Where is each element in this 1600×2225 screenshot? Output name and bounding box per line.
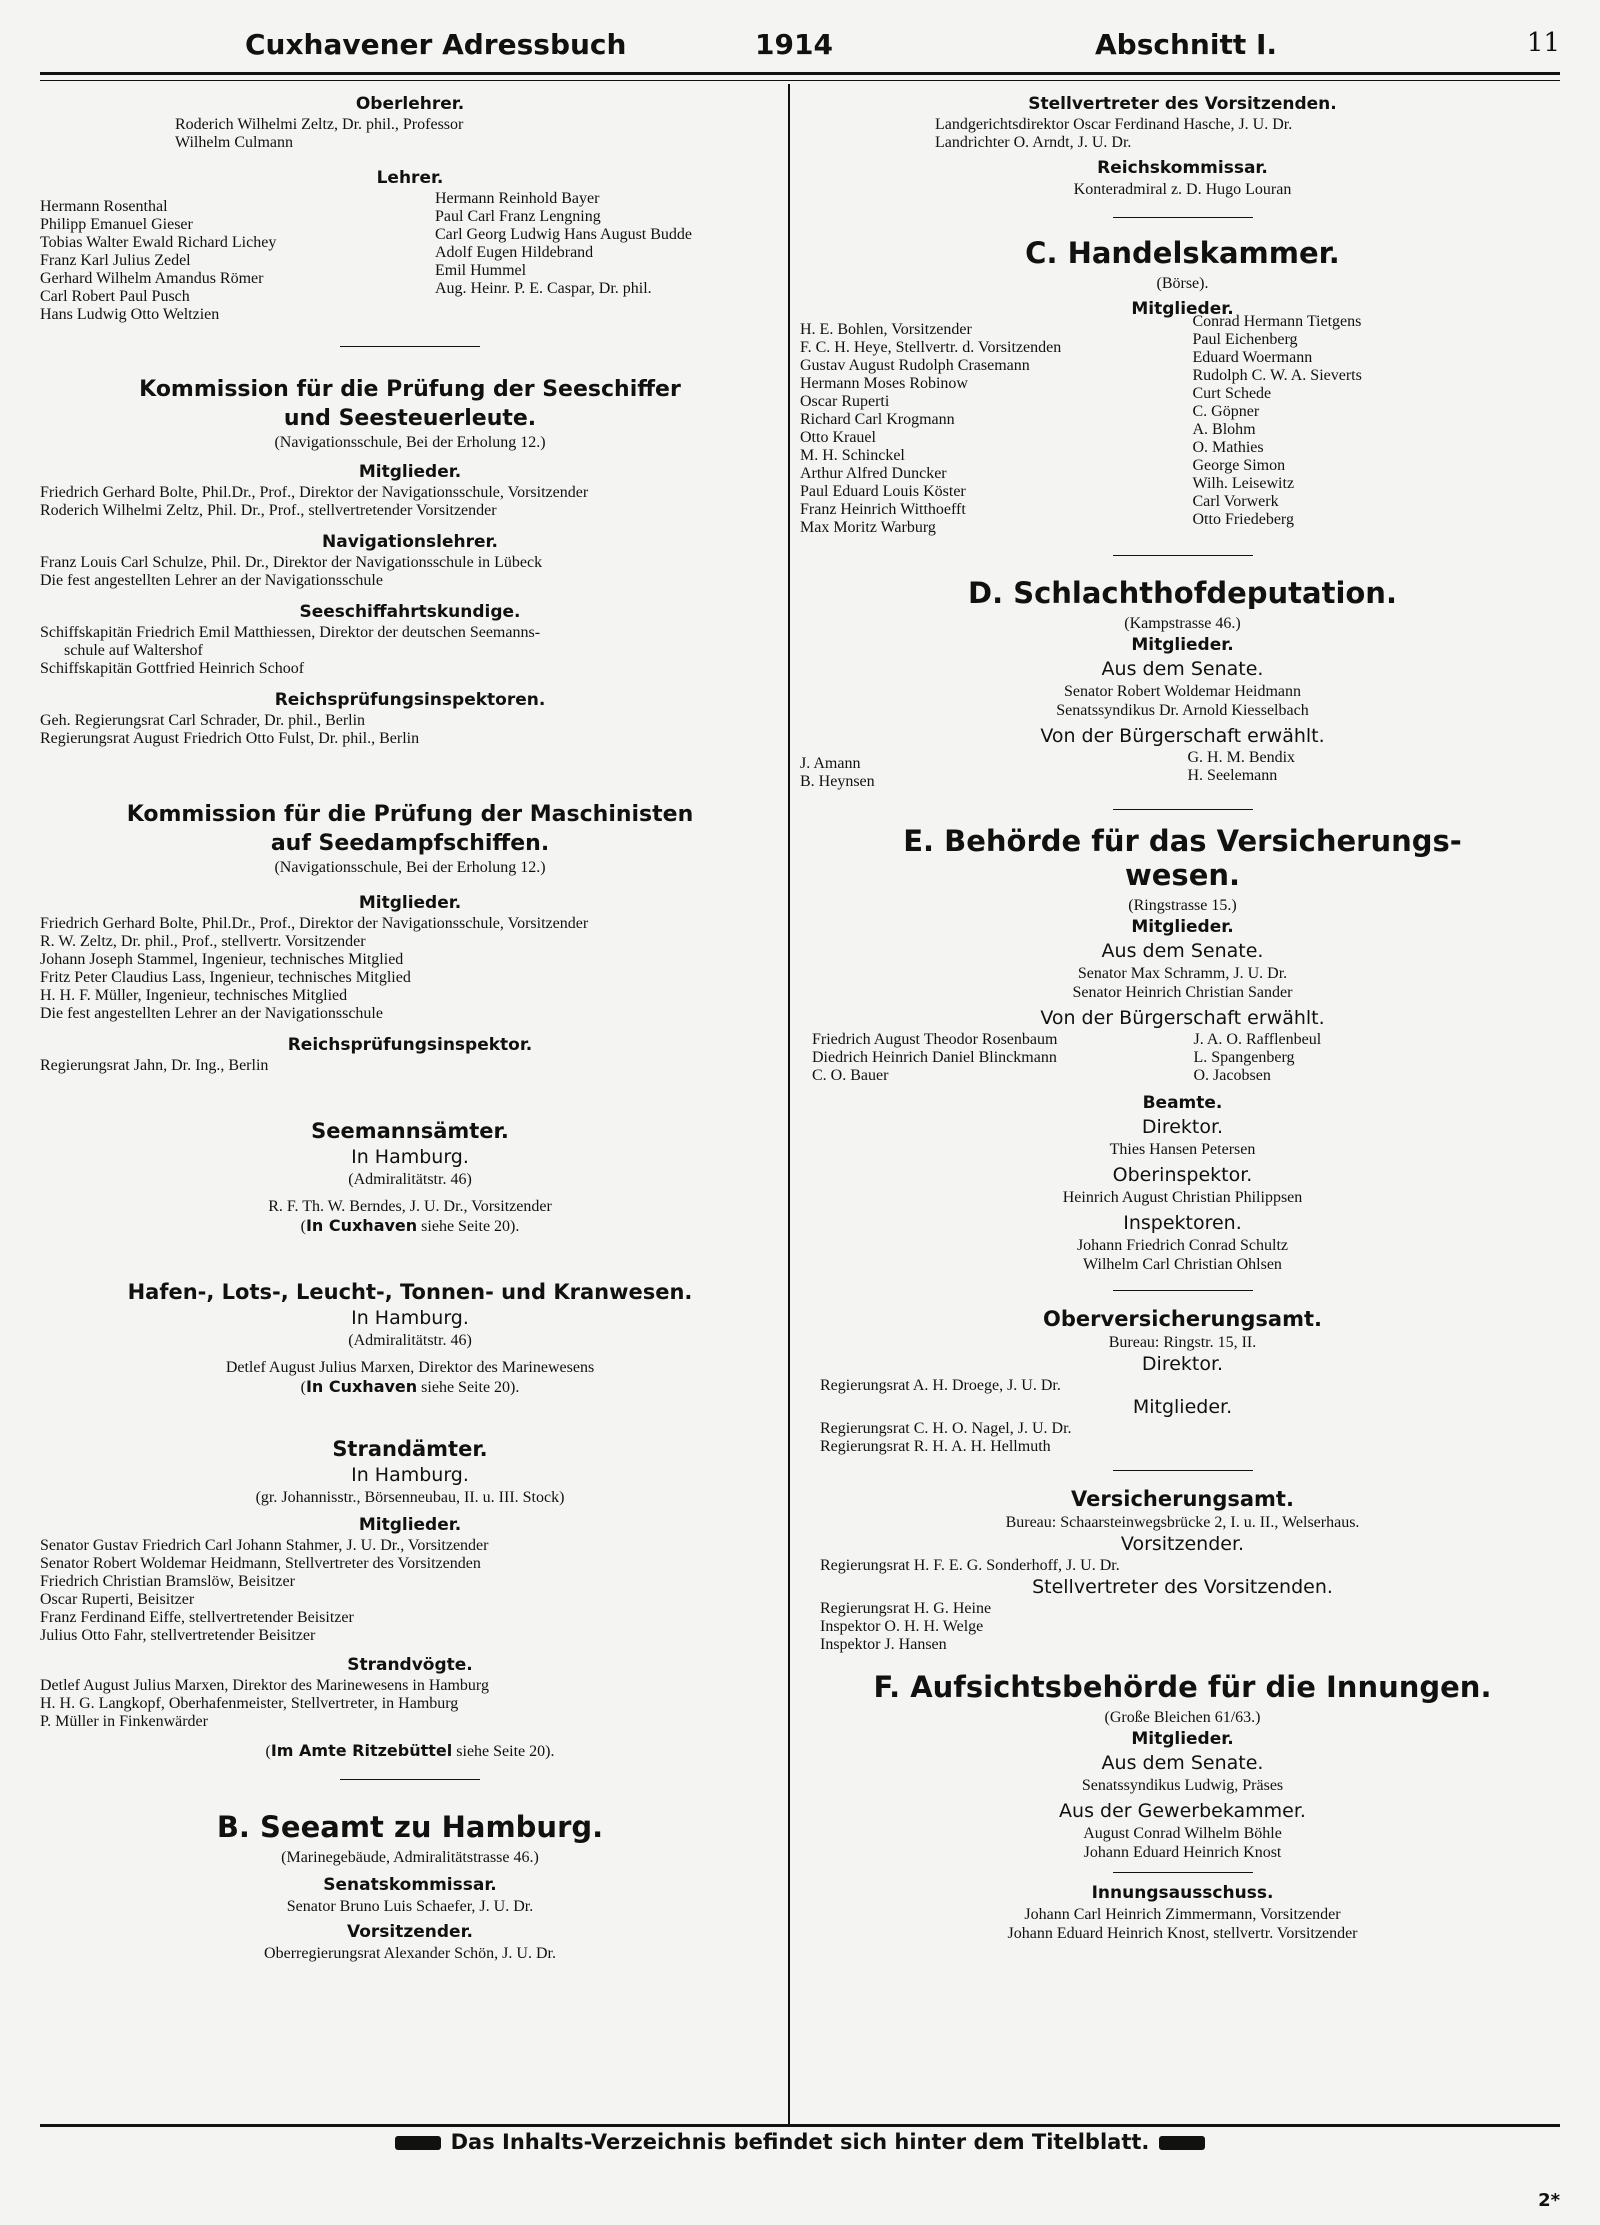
list-item: J. A. O. Rafflenbeul <box>1193 1031 1322 1048</box>
heading-direktor: Direktor. <box>1141 1116 1224 1138</box>
heading-mitglieder: Mitglieder. <box>1131 1729 1234 1749</box>
year: 1914 <box>755 28 833 61</box>
list-item: Oscar Ruperti, Beisitzer <box>40 1591 195 1608</box>
list-item: Oberregierungsrat Alexander Schön, J. U. Dr. <box>264 1945 556 1962</box>
city: In Hamburg. <box>351 1146 469 1168</box>
heading-schlachthof: D. Schlachthofdeputation. <box>968 576 1397 610</box>
heading-reichskommissar: Reichskommissar. <box>1097 158 1268 178</box>
book-title: Cuxhavener Adressbuch <box>245 28 627 61</box>
list-item: Arthur Alfred Duncker <box>800 465 947 482</box>
list-item: Hermann Rosenthal <box>40 198 168 215</box>
separator <box>340 1779 480 1780</box>
list-item: Paul Eichenberg <box>1192 331 1298 348</box>
handelskammer-list <box>800 313 1565 537</box>
heading-mitglieder: Mitglieder. <box>1132 1396 1233 1418</box>
list-item: Otto Friedeberg <box>1192 511 1294 528</box>
heading-navigationslehrer: Navigationslehrer. <box>322 532 498 552</box>
list-item: Landgerichtsdirektor Oscar Ferdinand Hasche, J. U. Dr. <box>935 116 1293 133</box>
list-item: August Conrad Wilhelm Böhle <box>1083 1825 1282 1842</box>
list-item: Geh. Regierungsrat Carl Schrader, Dr. phil., Berlin <box>40 712 366 729</box>
left-column <box>40 92 780 1963</box>
address: (Admiralitätstr. 46) <box>348 1332 472 1349</box>
heading-versicherungsamt: Versicherungsamt. <box>1071 1487 1294 1511</box>
heading-reichspruefung: Reichsprüfungsinspektor. <box>287 1035 533 1055</box>
list-item: Senator Robert Woldemar Heidmann, Stellvertreter des Vorsitzenden <box>40 1555 481 1572</box>
list-item: Richard Carl Krogmann <box>800 411 955 428</box>
list-item: Carl Georg Ludwig Hans August Budde <box>435 226 693 243</box>
list-item: R. W. Zeltz, Dr. phil., Prof., stellvertr. Vorsitzender <box>40 933 366 950</box>
bureau: Bureau: Ringstr. 15, II. <box>1108 1334 1257 1351</box>
list-item: Emil Hummel <box>435 262 527 279</box>
list-item: Senator Heinrich Christian Sander <box>1072 984 1293 1001</box>
cross-reference: (In Cuxhaven siehe Seite 20). <box>300 1377 520 1396</box>
list-item: H. H. F. Müller, Ingenieur, technisches Mitglied <box>40 987 348 1004</box>
list-item: F. C. H. Heye, Stellvertr. d. Vorsitzenden <box>800 339 1062 356</box>
list-item: B. Heynsen <box>800 773 875 790</box>
list-item: Die fest angestellten Lehrer an der Navigationsschule <box>40 572 383 589</box>
list-item: Hermann Moses Robinow <box>800 375 968 392</box>
list-item: Regierungsrat C. H. O. Nagel, J. U. Dr. <box>820 1420 1072 1437</box>
list-item: Friedrich Gerhard Bolte, Phil.Dr., Prof., Direktor der Navigationsschule, Vorsitzender <box>40 484 589 501</box>
list-item: Konteradmiral z. D. Hugo Louran <box>1073 181 1292 198</box>
heading-stellvertreter: Stellvertreter des Vorsitzenden. <box>1028 94 1337 114</box>
heading-reichspruefung: Reichsprüfungsinspektoren. <box>274 690 546 710</box>
heading-mitglieder: Mitglieder. <box>358 893 462 913</box>
list-item: Detlef August Julius Marxen, Direktor des Marinewesens <box>225 1359 595 1376</box>
heading-direktor: Direktor. <box>1141 1353 1224 1375</box>
address: (Marinegebäude, Admiralitätstrasse 46.) <box>281 1849 539 1866</box>
heading-mitglieder: Mitglieder. <box>358 1515 462 1535</box>
list-item: Senator Bruno Luis Schaefer, J. U. Dr. <box>286 1898 534 1915</box>
list-item: Die fest angestellten Lehrer an der Navigationsschule <box>40 1005 383 1022</box>
heading-aufsichtsbehoerde: F. Aufsichtsbehörde für die Innungen. <box>873 1670 1492 1704</box>
list-item: Senator Robert Woldemar Heidmann <box>1063 683 1302 700</box>
heading-strandvoegte: Strandvögte. <box>347 1655 473 1675</box>
list-item: Landrichter O. Arndt, J. U. Dr. <box>935 134 1132 151</box>
list-item: Heinrich August Christian Philippsen <box>1062 1189 1303 1206</box>
section-label: Abschnitt I. <box>1095 28 1278 61</box>
pointing-hand-icon <box>1159 2136 1205 2150</box>
pointing-hand-icon <box>395 2136 441 2150</box>
heading-oberversicherungsamt: Oberversicherungsamt. <box>1043 1307 1322 1331</box>
heading-buergerschaft: Von der Bürgerschaft erwählt. <box>1040 1007 1325 1029</box>
komm1-address: (Navigationsschule, Bei der Erholung 12.) <box>274 434 546 451</box>
separator <box>1113 1290 1253 1291</box>
heading-mitglieder: Mitglieder. <box>1131 635 1234 655</box>
separator <box>1113 1872 1253 1873</box>
list-item: Paul Carl Franz Lengning <box>435 208 601 225</box>
heading-innungsausschuss: Innungsausschuss. <box>1091 1883 1274 1903</box>
list-item: H. E. Bohlen, Vorsitzender <box>800 321 972 338</box>
heading-mitglieder: Mitglieder. <box>1131 299 1234 319</box>
heading-oberlehrer: Oberlehrer. <box>355 94 465 114</box>
address: (Kampstrasse 46.) <box>1124 615 1241 632</box>
list-item: P. Müller in Finkenwärder <box>40 1713 208 1730</box>
oberlehrer-list <box>40 116 780 152</box>
address: (gr. Johannisstr., Börsenneubau, II. u. III. Stock) <box>255 1489 565 1506</box>
heading-gewerbekammer: Aus der Gewerbekammer. <box>1059 1800 1306 1822</box>
list-item: Senator Max Schramm, J. U. Dr. <box>1077 965 1288 982</box>
separator <box>1113 809 1253 810</box>
heading-vorsitzender: Vorsitzender. <box>1120 1533 1245 1555</box>
list-item: Johann Eduard Heinrich Knost <box>1083 1844 1282 1861</box>
footer-note: Das Inhalts-Verzeichnis befindet sich hinter dem Titelblatt. <box>40 2130 1560 2154</box>
city: In Hamburg. <box>351 1464 469 1486</box>
heading-inspektoren: Inspektoren. <box>1123 1212 1242 1234</box>
heading-aus-dem-senate: Aus dem Senate. <box>1101 658 1264 680</box>
komm2-address: (Navigationsschule, Bei der Erholung 12.) <box>274 859 546 876</box>
heading-oberinspektor: Oberinspektor. <box>1112 1164 1253 1186</box>
list-item: Detlef August Julius Marxen, Direktor des Marinewesens in Hamburg <box>40 1677 489 1694</box>
heading-strandaemter: Strandämter. <box>332 1437 488 1461</box>
list-item: schule auf Waltershof <box>64 642 203 659</box>
list-item: Friedrich August Theodor Rosenbaum <box>812 1031 1058 1048</box>
address: (Große Bleichen 61/63.) <box>1104 1709 1261 1726</box>
list-item: Eduard Woermann <box>1192 349 1313 366</box>
column-divider <box>788 84 790 2124</box>
separator <box>340 346 480 347</box>
list-item: Carl Robert Paul Pusch <box>40 288 190 305</box>
list-item: Tobias Walter Ewald Richard Lichey <box>40 234 277 251</box>
heading-mitglieder: Mitglieder. <box>1131 917 1234 937</box>
list-item: Max Moritz Warburg <box>800 519 936 536</box>
page-header <box>40 28 1560 68</box>
list-item: Wilh. Leisewitz <box>1192 475 1295 492</box>
list-item: J. Amann <box>800 755 861 772</box>
page-number: 11 <box>1526 28 1560 58</box>
heading-mitglieder: Mitglieder. <box>358 462 462 482</box>
list-item: Regierungsrat Jahn, Dr. Ing., Berlin <box>40 1057 269 1074</box>
header-rule <box>40 72 1560 75</box>
city: In Hamburg. <box>351 1307 469 1329</box>
list-item: Wilhelm Culmann <box>175 134 294 151</box>
list-item: Franz Heinrich Witthoefft <box>800 501 966 518</box>
list-item: Johann Friedrich Conrad Schultz <box>1076 1237 1289 1254</box>
list-item: O. Mathies <box>1192 439 1264 456</box>
heading-beamte: Beamte. <box>1142 1093 1223 1113</box>
list-item: Carl Vorwerk <box>1192 493 1279 510</box>
list-item: C. Göpner <box>1192 403 1260 420</box>
list-item: Roderich Wilhelmi Zeltz, Phil. Dr., Prof., stellvertretender Vorsitzender <box>40 502 497 519</box>
heading-aus-dem-senate: Aus dem Senate. <box>1101 1752 1264 1774</box>
separator <box>1113 555 1253 556</box>
list-item: Philipp Emanuel Gieser <box>40 216 193 233</box>
list-item: O. Jacobsen <box>1193 1067 1271 1084</box>
list-item: Julius Otto Fahr, stellvertretender Beisitzer <box>40 1627 316 1644</box>
heading-seeschiffahrtskundige: Seeschiffahrtskundige. <box>299 602 521 622</box>
list-item: Paul Eduard Louis Köster <box>800 483 966 500</box>
heading-komm-maschinisten: Kommission für die Prüfung der Maschinisten auf Seedampfschiffen. <box>126 802 694 856</box>
list-item: Thies Hansen Petersen <box>1109 1141 1256 1158</box>
list-item: Gustav August Rudolph Crasemann <box>800 357 1030 374</box>
signature-mark: 2* <box>1538 2190 1560 2211</box>
list-item: Hans Ludwig Otto Weltzien <box>40 306 220 323</box>
list-item: R. F. Th. W. Berndes, J. U. Dr., Vorsitzender <box>268 1198 552 1215</box>
list-item: Schiffskapitän Friedrich Emil Matthiessen, Direktor der deutschen Seemanns- <box>40 624 541 641</box>
list-item: Otto Krauel <box>800 429 876 446</box>
separator <box>1113 1470 1253 1471</box>
heading-vorsitzender: Vorsitzender. <box>346 1922 473 1942</box>
list-item: Gerhard Wilhelm Amandus Römer <box>40 270 264 287</box>
list-item: C. O. Bauer <box>812 1067 889 1084</box>
list-item: Wilhelm Carl Christian Ohlsen <box>1083 1256 1282 1273</box>
heading-aus-dem-senate: Aus dem Senate. <box>1101 940 1264 962</box>
list-item: Senatssyndikus Dr. Arnold Kiesselbach <box>1056 702 1309 719</box>
list-item: Schiffskapitän Gottfried Heinrich Schoof <box>40 660 305 677</box>
list-item: Franz Ferdinand Eiffe, stellvertretender Beisitzer <box>40 1609 354 1626</box>
list-item: G. H. M. Bendix <box>1187 749 1296 766</box>
separator <box>1113 217 1253 218</box>
bureau: Bureau: Schaarsteinwegsbrücke 2, I. u. II., Welserhaus. <box>1005 1514 1360 1531</box>
list-item: H. Seelemann <box>1187 767 1278 784</box>
list-item: Friedrich Christian Bramslöw, Beisitzer <box>40 1573 295 1590</box>
list-item: Franz Karl Julius Zedel <box>40 252 191 269</box>
address: (Ringstrasse 15.) <box>1128 897 1237 914</box>
list-item: L. Spangenberg <box>1193 1049 1295 1066</box>
list-item: Rudolph C. W. A. Sieverts <box>1192 367 1362 384</box>
heading-lehrer: Lehrer. <box>376 168 444 188</box>
list-item: Diedrich Heinrich Daniel Blinckmann <box>812 1049 1057 1066</box>
lehrer-list <box>40 190 780 324</box>
heading-handelskammer: C. Handelskammer. <box>1025 236 1340 270</box>
list-item: Oscar Ruperti <box>800 393 890 410</box>
right-column <box>800 92 1565 1943</box>
list-item: Inspektor O. H. H. Welge <box>820 1618 984 1635</box>
list-item: Roderich Wilhelmi Zeltz, Dr. phil., Professor <box>175 116 464 133</box>
footer-rule <box>40 2124 1560 2127</box>
list-item: Adolf Eugen Hildebrand <box>435 244 594 261</box>
list-item: Johann Joseph Stammel, Ingenieur, technisches Mitglied <box>40 951 404 968</box>
heading-hafenwesen: Hafen-, Lots-, Leucht-, Tonnen- und Kranwesen. <box>127 1280 693 1304</box>
list-item: A. Blohm <box>1192 421 1256 438</box>
list-item: M. H. Schinckel <box>800 447 905 464</box>
list-item: Inspektor J. Hansen <box>820 1636 947 1653</box>
address: (Börse). <box>1156 275 1209 292</box>
list-item: Regierungsrat A. H. Droege, J. U. Dr. <box>820 1377 1061 1394</box>
list-item: Friedrich Gerhard Bolte, Phil.Dr., Prof., Direktor der Navigationsschule, Vorsitzender <box>40 915 589 932</box>
list-item: Fritz Peter Claudius Lass, Ingenieur, technisches Mitglied <box>40 969 411 986</box>
cross-reference: (Im Amte Ritzebüttel siehe Seite 20). <box>265 1741 555 1760</box>
heading-versicherungswesen: E. Behörde für das Versicherungs- wesen. <box>903 824 1462 892</box>
list-item: Regierungsrat H. F. E. G. Sonderhoff, J. U. Dr. <box>820 1557 1120 1574</box>
header-rule-thin <box>40 80 1560 81</box>
list-item: Johann Eduard Heinrich Knost, stellvertr. Vorsitzender <box>1007 1925 1358 1942</box>
list-item: Regierungsrat August Friedrich Otto Fulst, Dr. phil., Berlin <box>40 730 420 747</box>
list-item: Senatssyndikus Ludwig, Präses <box>1081 1777 1284 1794</box>
heading-seeamt: B. Seeamt zu Hamburg. <box>216 1810 604 1844</box>
list-item: H. H. G. Langkopf, Oberhafenmeister, Stellvertreter, in Hamburg <box>40 1695 459 1712</box>
address: (Admiralitätstr. 46) <box>348 1171 472 1188</box>
list-item: Franz Louis Carl Schulze, Phil. Dr., Direktor der Navigationsschule in Lübeck <box>40 554 543 571</box>
cross-reference: (In Cuxhaven siehe Seite 20). <box>300 1216 520 1235</box>
list-item: Regierungsrat H. G. Heine <box>820 1600 992 1617</box>
list-item: Conrad Hermann Tietgens <box>1192 313 1362 330</box>
heading-stellvertreter: Stellvertreter des Vorsitzenden. <box>1032 1576 1333 1598</box>
heading-komm-seeschiffer: Kommission für die Prüfung der Seeschiffer und Seesteuerleute. <box>139 377 681 431</box>
list-item: George Simon <box>1192 457 1286 474</box>
heading-senatskommissar: Senatskommissar. <box>323 1875 497 1895</box>
heading-buergerschaft: Von der Bürgerschaft erwählt. <box>1040 725 1325 747</box>
list-item: Hermann Reinhold Bayer <box>435 190 600 207</box>
list-item: Johann Carl Heinrich Zimmermann, Vorsitzender <box>1024 1906 1341 1923</box>
heading-seemannsaemter: Seemannsämter. <box>311 1119 509 1143</box>
list-item: Senator Gustav Friedrich Carl Johann Stahmer, J. U. Dr., Vorsitzender <box>40 1537 489 1554</box>
list-item: Curt Schede <box>1192 385 1272 402</box>
list-item: Aug. Heinr. P. E. Caspar, Dr. phil. <box>435 280 652 297</box>
list-item: Regierungsrat R. H. A. H. Hellmuth <box>820 1438 1051 1455</box>
